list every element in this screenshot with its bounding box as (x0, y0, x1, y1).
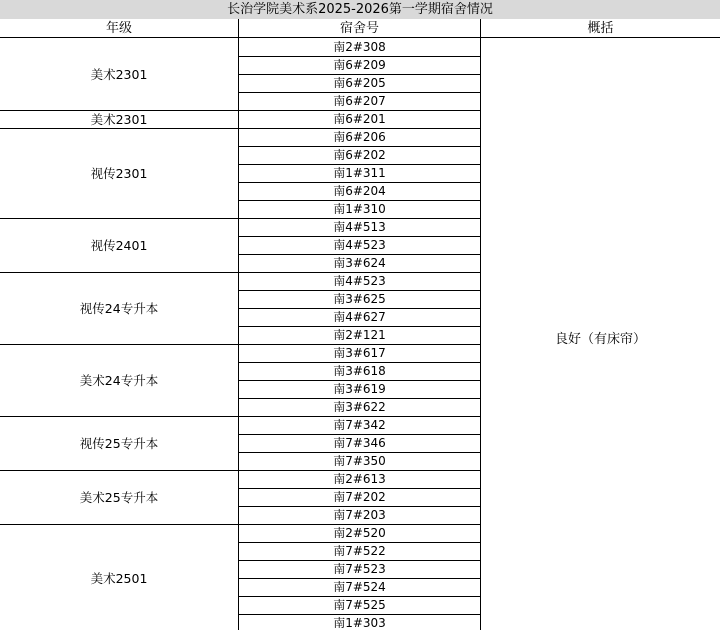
dorm-row-divider (238, 308, 481, 309)
dorm-cell: 南3#625 (333, 292, 386, 306)
dorm-cell: 南6#205 (333, 76, 386, 90)
grade-cell: 美术24专升本 (79, 373, 159, 388)
header-summary: 概括 (587, 21, 614, 36)
dorm-cell: 南6#202 (333, 148, 386, 162)
dorm-row-divider (238, 236, 481, 237)
grade-column-border (238, 19, 239, 630)
dorm-cell: 南7#522 (333, 544, 386, 558)
dorm-cell: 南1#311 (333, 166, 386, 180)
dorm-cell: 南3#622 (333, 400, 386, 414)
dorm-row-divider (238, 596, 481, 597)
grade-cell: 美术2301 (90, 67, 148, 82)
dorm-cell: 南3#624 (333, 256, 386, 270)
group-row-divider (0, 524, 481, 525)
dorm-row-divider (238, 560, 481, 561)
dorm-cell: 南6#204 (333, 184, 386, 198)
dorm-cell: 南7#346 (333, 436, 386, 450)
grade-cell: 视传2301 (90, 166, 148, 181)
dorm-row-divider (238, 578, 481, 579)
dorm-cell: 南7#342 (333, 418, 386, 432)
dorm-cell: 南4#523 (333, 238, 386, 252)
dorm-cell: 南3#618 (333, 364, 386, 378)
dorm-cell: 南4#523 (333, 274, 386, 288)
dorm-cell: 南6#207 (333, 94, 386, 108)
group-row-divider (0, 416, 481, 417)
dorm-column-border (480, 19, 481, 630)
dorm-row-divider (238, 488, 481, 489)
dorm-row-divider (238, 92, 481, 93)
group-row-divider (0, 110, 481, 111)
dorm-row-divider (238, 542, 481, 543)
dorm-row-divider (238, 362, 481, 363)
dorm-cell: 南3#619 (333, 382, 386, 396)
summary-cell: 良好（有床帘） (554, 331, 646, 347)
dorm-cell: 南7#202 (333, 490, 386, 504)
grade-cell: 美术2301 (90, 112, 148, 127)
dorm-row-divider (238, 452, 481, 453)
header-bottom-border (0, 37, 720, 38)
dorm-row-divider (238, 614, 481, 615)
dorm-row-divider (238, 182, 481, 183)
group-row-divider (0, 344, 481, 345)
grade-cell: 美术2501 (90, 571, 148, 586)
group-row-divider (0, 272, 481, 273)
dorm-row-divider (238, 146, 481, 147)
dorm-cell: 南6#201 (333, 112, 386, 126)
group-row-divider (0, 218, 481, 219)
dorm-cell: 南2#121 (333, 328, 386, 342)
dorm-cell: 南6#209 (333, 58, 386, 72)
dorm-row-divider (238, 74, 481, 75)
grade-cell: 美术25专升本 (79, 490, 159, 505)
dorm-row-divider (238, 398, 481, 399)
dorm-row-divider (238, 290, 481, 291)
header-grade: 年级 (105, 21, 132, 36)
dorm-row-divider (238, 380, 481, 381)
grade-cell: 视传2401 (90, 238, 148, 253)
dorm-cell: 南2#520 (333, 526, 386, 540)
dorm-cell: 南7#350 (333, 454, 386, 468)
dorm-cell: 南3#617 (333, 346, 386, 360)
dorm-row-divider (238, 326, 481, 327)
dorm-row-divider (238, 200, 481, 201)
dorm-row-divider (238, 56, 481, 57)
dorm-cell: 南4#627 (333, 310, 386, 324)
sheet-title: 长治学院美术系2025-2026第一学期宿舍情况 (0, 0, 720, 19)
header-dorm: 宿舍号 (339, 21, 379, 36)
dorm-cell: 南7#525 (333, 598, 386, 612)
dorm-cell: 南2#613 (333, 472, 386, 486)
dorm-row-divider (238, 164, 481, 165)
dorm-row-divider (238, 254, 481, 255)
dorm-row-divider (238, 434, 481, 435)
dorm-row-divider (238, 506, 481, 507)
group-row-divider (0, 128, 481, 129)
dorm-cell: 南2#308 (333, 40, 386, 54)
grade-cell: 视传25专升本 (79, 436, 159, 451)
dorm-cell: 南7#524 (333, 580, 386, 594)
group-row-divider (0, 470, 481, 471)
dorm-cell: 南7#203 (333, 508, 386, 522)
dorm-cell: 南6#206 (333, 130, 386, 144)
dorm-cell: 南1#310 (333, 202, 386, 216)
dorm-cell: 南7#523 (333, 562, 386, 576)
dorm-cell: 南1#303 (333, 616, 386, 630)
grade-cell: 视传24专升本 (79, 301, 159, 316)
dorm-cell: 南4#513 (333, 220, 386, 234)
